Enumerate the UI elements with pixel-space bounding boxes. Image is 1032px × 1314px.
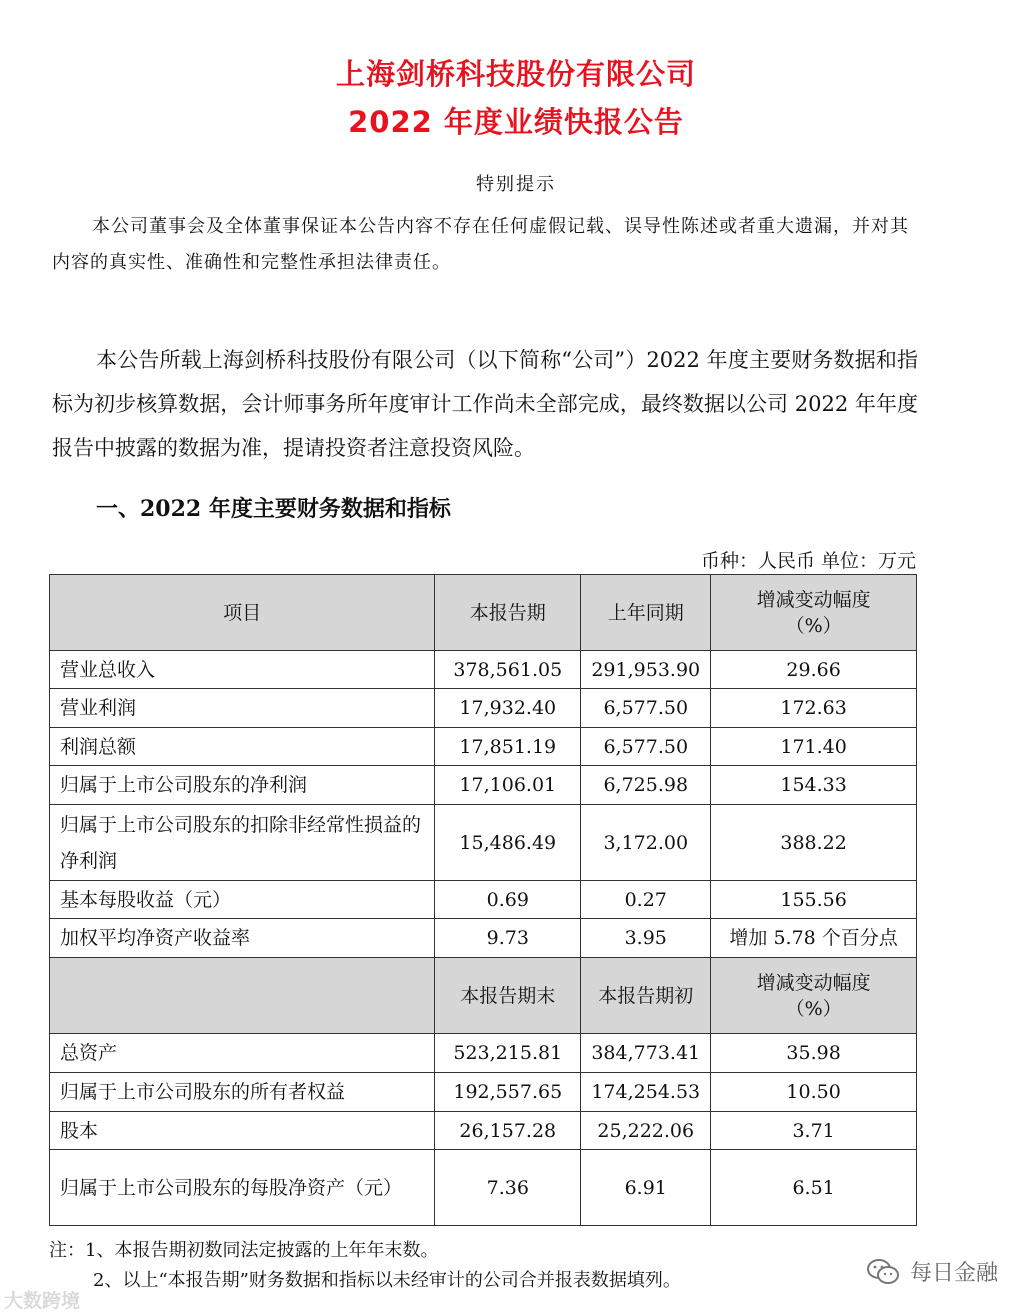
- table-row: [50, 805, 917, 881]
- row-current: 17,106.01: [435, 766, 581, 805]
- row-label: 归属于上市公司股东的每股净资产（元）: [50, 1150, 435, 1226]
- watermark-right-text: 每日金融: [909, 1261, 998, 1286]
- table-row: [50, 1112, 917, 1150]
- row-current: 0.69: [435, 881, 581, 919]
- header-period-end: 本报告期末: [435, 958, 581, 1034]
- header-item: 项目: [50, 575, 435, 651]
- row-current: 7.36: [435, 1150, 581, 1226]
- row-previous: 6.91: [581, 1150, 711, 1226]
- unit-line: 币种：人民币 单位：万元: [700, 550, 916, 572]
- row-previous: 25,222.06: [581, 1112, 711, 1150]
- header-previous: 上年同期: [581, 575, 711, 651]
- notice-heading: 特别提示: [476, 174, 556, 195]
- row-current: 26,157.28: [435, 1112, 581, 1150]
- title-line-1: 上海剑桥科技股份有限公司: [335, 57, 696, 91]
- table-row: [50, 651, 917, 689]
- header-period-start: 本报告期初: [581, 958, 711, 1034]
- header-change-label: 增减变动幅度: [756, 588, 871, 611]
- header-change: [711, 958, 917, 1034]
- table-row: [50, 881, 917, 919]
- row-change: 171.40: [711, 728, 917, 766]
- row-current: 17,851.19: [435, 728, 581, 766]
- table-row: [50, 1073, 917, 1112]
- table-row: [50, 728, 917, 766]
- row-change: 172.63: [711, 689, 917, 728]
- row-previous: 0.27: [581, 881, 711, 919]
- header-change: [711, 575, 917, 651]
- notes: [49, 1236, 681, 1296]
- financial-table: [49, 574, 917, 1226]
- row-label: 归属于上市公司股东的扣除非经常性损益的净利润: [50, 805, 435, 881]
- row-current: 15,486.49: [435, 805, 581, 881]
- header-change-unit: （%）: [785, 997, 842, 1020]
- table-row: [50, 1150, 917, 1226]
- table-row: [50, 1034, 917, 1073]
- table-row: [50, 919, 917, 958]
- row-label: 归属于上市公司股东的净利润: [50, 766, 435, 805]
- row-label: 基本每股收益（元）: [50, 881, 435, 919]
- row-previous: 3.95: [581, 919, 711, 958]
- row-label: 股本: [50, 1112, 435, 1150]
- row-current: 17,932.40: [435, 689, 581, 728]
- row-change: 10.50: [711, 1073, 917, 1112]
- row-current: 9.73: [435, 919, 581, 958]
- row-current: 192,557.65: [435, 1073, 581, 1112]
- title-line-2: 2022 年度业绩快报公告: [348, 105, 684, 139]
- row-change: 29.66: [711, 651, 917, 689]
- row-label: 营业利润: [50, 689, 435, 728]
- row-previous: 174,254.53: [581, 1073, 711, 1112]
- watermark-left: 大数跨境: [4, 1290, 81, 1312]
- row-label: 归属于上市公司股东的所有者权益: [50, 1073, 435, 1112]
- header-current: 本报告期: [435, 575, 581, 651]
- row-label: 营业总收入: [50, 651, 435, 689]
- row-change: 154.33: [711, 766, 917, 805]
- row-previous: 6,725.98: [581, 766, 711, 805]
- row-previous: 291,953.90: [581, 651, 711, 689]
- intro-paragraph: 本公告所载上海剑桥科技股份有限公司（以下简称“公司”）2022 年度主要财务数据和指标为初步核算数据，会计师事务所年度审计工作尚未全部完成，最终数据以公司 2022 年年度报告中披露的数据为准，提请投资者注意投资风险。: [52, 348, 918, 460]
- row-previous: 6,577.50: [581, 728, 711, 766]
- table-header-row: [50, 958, 917, 1034]
- row-change: 6.51: [711, 1150, 917, 1226]
- section-title: 一、2022 年度主要财务数据和指标: [96, 496, 451, 522]
- row-change: 155.56: [711, 881, 917, 919]
- row-previous: 3,172.00: [581, 805, 711, 881]
- row-previous: 384,773.41: [581, 1034, 711, 1073]
- note-2: 2、以上“本报告期”财务数据和指标以未经审计的公司合并报表数据填列。: [93, 1270, 681, 1291]
- table-row: [50, 766, 917, 805]
- row-current: 378,561.05: [435, 651, 581, 689]
- row-change: 35.98: [711, 1034, 917, 1073]
- note-1: 注：1、本报告期初数同法定披露的上年年末数。: [49, 1240, 439, 1261]
- header-blank: [50, 958, 435, 1034]
- row-change: 3.71: [711, 1112, 917, 1150]
- header-change-label: 增减变动幅度: [756, 971, 871, 994]
- row-label: 总资产: [50, 1034, 435, 1073]
- table-row: [50, 689, 917, 728]
- row-previous: 6,577.50: [581, 689, 711, 728]
- row-change: 388.22: [711, 805, 917, 881]
- row-label: 加权平均净资产收益率: [50, 919, 435, 958]
- notice-text: 本公司董事会及全体董事保证本公告内容不存在任何虚假记载、误导性陈述或者重大遗漏，并对其内容的真实性、准确性和完整性承担法律责任。: [52, 216, 909, 273]
- table-header-row: [50, 575, 917, 651]
- row-current: 523,215.81: [435, 1034, 581, 1073]
- wechat-icon: [866, 1258, 900, 1286]
- header-change-unit: （%）: [785, 614, 842, 637]
- row-change: 增加 5.78 个百分点: [711, 919, 917, 958]
- row-label: 利润总额: [50, 728, 435, 766]
- watermark-right: [866, 1256, 998, 1287]
